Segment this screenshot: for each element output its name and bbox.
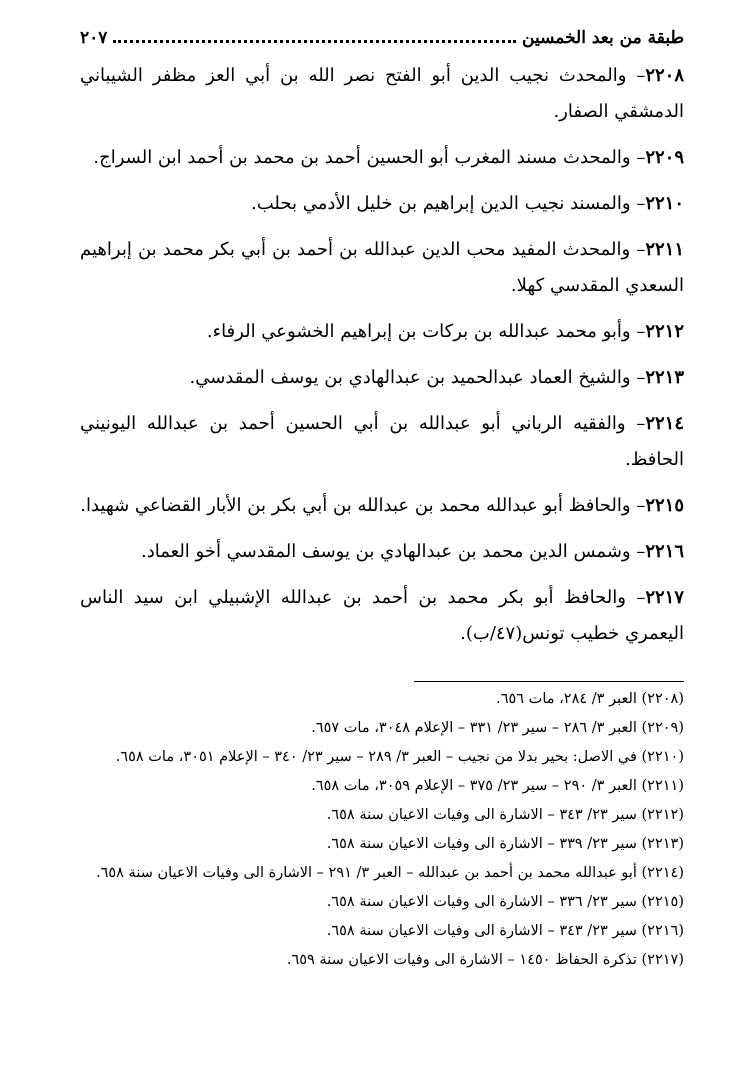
entries-list: [80, 58, 684, 662]
entry-number: ٢٢١٧: [645, 587, 684, 608]
header-leader-dots: [113, 39, 516, 43]
footnote: (٢٢١٤) أبو عبدالله محمد بن أحمد بن عبدالله – العبر ٣/ ٢٩١ – الاشارة الى وفيات الاعيان سنة ٦٥٨.: [95, 865, 684, 881]
header-title: طبقة من بعد الخمسين: [522, 28, 684, 48]
entry-number: ٢٢١٤: [645, 413, 684, 434]
entry-number: ٢٢١٣: [645, 367, 684, 388]
entry: [80, 314, 684, 350]
entry-text: – والشيخ العماد عبدالحميد بن عبدالهادي بن يوسف المقدسي.: [189, 367, 646, 388]
entry-text: – والحافظ أبو عبدالله محمد بن عبدالله بن أبي بكر بن الأبار القضاعي شهيدا.: [80, 495, 646, 516]
entry: [80, 534, 684, 570]
entry-number: ٢٢١٢: [645, 321, 684, 342]
page-number: ٢٠٧: [80, 28, 108, 48]
entry-text: – والفقيه الرباني أبو عبدالله بن أبي الحسين أحمد بن عبدالله اليونيني الحافظ.: [80, 413, 684, 470]
footnote: (٢٢١٥) سير ٢٣/ ٣٣٦ – الاشارة الى وفيات الاعيان سنة ٦٥٨.: [326, 894, 684, 910]
footnote: (٢٢٠٩) العبر ٣/ ٢٨٦ – سير ٢٣/ ٣٣١ – الإعلام ٣٠٤٨، مات ٦٥٧.: [311, 720, 684, 736]
entry-number: ٢٢١٠: [645, 193, 684, 214]
entry-text: – والمسند نجيب الدين إبراهيم بن خليل الأدمي بحلب.: [251, 193, 646, 214]
entry-number: ٢٢٠٩: [645, 147, 684, 168]
entry-text: – والحافظ أبو بكر محمد بن أحمد بن عبدالله الإشبيلي ابن سيد الناس اليعمري خطيب تونس(٤٧/ب).: [80, 587, 684, 644]
entry: [80, 232, 684, 304]
footnote: (٢٢٠٨) العبر ٣/ ٢٨٤، مات ٦٥٦.: [496, 691, 684, 707]
footnote-separator: [414, 681, 684, 682]
running-header: [80, 22, 684, 48]
entry: [80, 140, 684, 176]
entry: [80, 406, 684, 478]
entry: [80, 488, 684, 524]
footnote: (٢٢١٣) سير ٢٣/ ٣٣٩ – الاشارة الى وفيات الاعيان سنة ٦٥٨.: [326, 836, 684, 852]
entry-text: – والمحدث المفيد محب الدين عبدالله بن أحمد بن أبي بكر محمد بن إبراهيم السعدي المقدسي كهلا.: [80, 239, 684, 296]
entry-text: – وشمس الدين محمد بن عبدالهادي بن يوسف المقدسي أخو العماد.: [141, 541, 646, 562]
entry: [80, 360, 684, 396]
entry-text: – والمحدث نجيب الدين أبو الفتح نصر الله بن أبي العز مظفر الشيباني الدمشقي الصفار.: [80, 65, 684, 122]
footnote: (٢٢١٢) سير ٢٣/ ٣٤٣ – الاشارة الى وفيات الاعيان سنة ٦٥٨.: [326, 807, 684, 823]
footnote: (٢٢١١) العبر ٣/ ٢٩٠ – سير ٢٣/ ٣٧٥ – الإعلام ٣٠٥٩، مات ٦٥٨.: [311, 778, 684, 794]
footnote: (٢٢١٠) في الاصل: بحير بدلا من نجيب – العبر ٣/ ٢٨٩ – سير ٢٣/ ٣٤٠ – الإعلام ٣٠٥١، مات ٦٥٨.: [115, 749, 684, 765]
entry: [80, 186, 684, 222]
entry-number: ٢٢١٥: [645, 495, 684, 516]
footnote: (٢٢١٧) تذكرة الحفاظ ١٤٥٠ – الاشارة الى وفيات الاعيان سنة ٦٥٩.: [286, 952, 684, 968]
entry: [80, 580, 684, 652]
entry-text: – والمحدث مسند المغرب أبو الحسين أحمد بن محمد بن أحمد ابن السراج.: [93, 147, 646, 168]
entry-number: ٢٢١١: [645, 239, 684, 260]
entry-text: – وأبو محمد عبدالله بن بركات بن إبراهيم الخشوعي الرفاء.: [206, 321, 646, 342]
footnote: (٢٢١٦) سير ٢٣/ ٣٤٣ – الاشارة الى وفيات الاعيان سنة ٦٥٨.: [326, 923, 684, 939]
footnotes-list: [80, 686, 684, 976]
entry-number: ٢٢٠٨: [645, 65, 684, 86]
entry-number: ٢٢١٦: [645, 541, 684, 562]
entry: [80, 58, 684, 130]
